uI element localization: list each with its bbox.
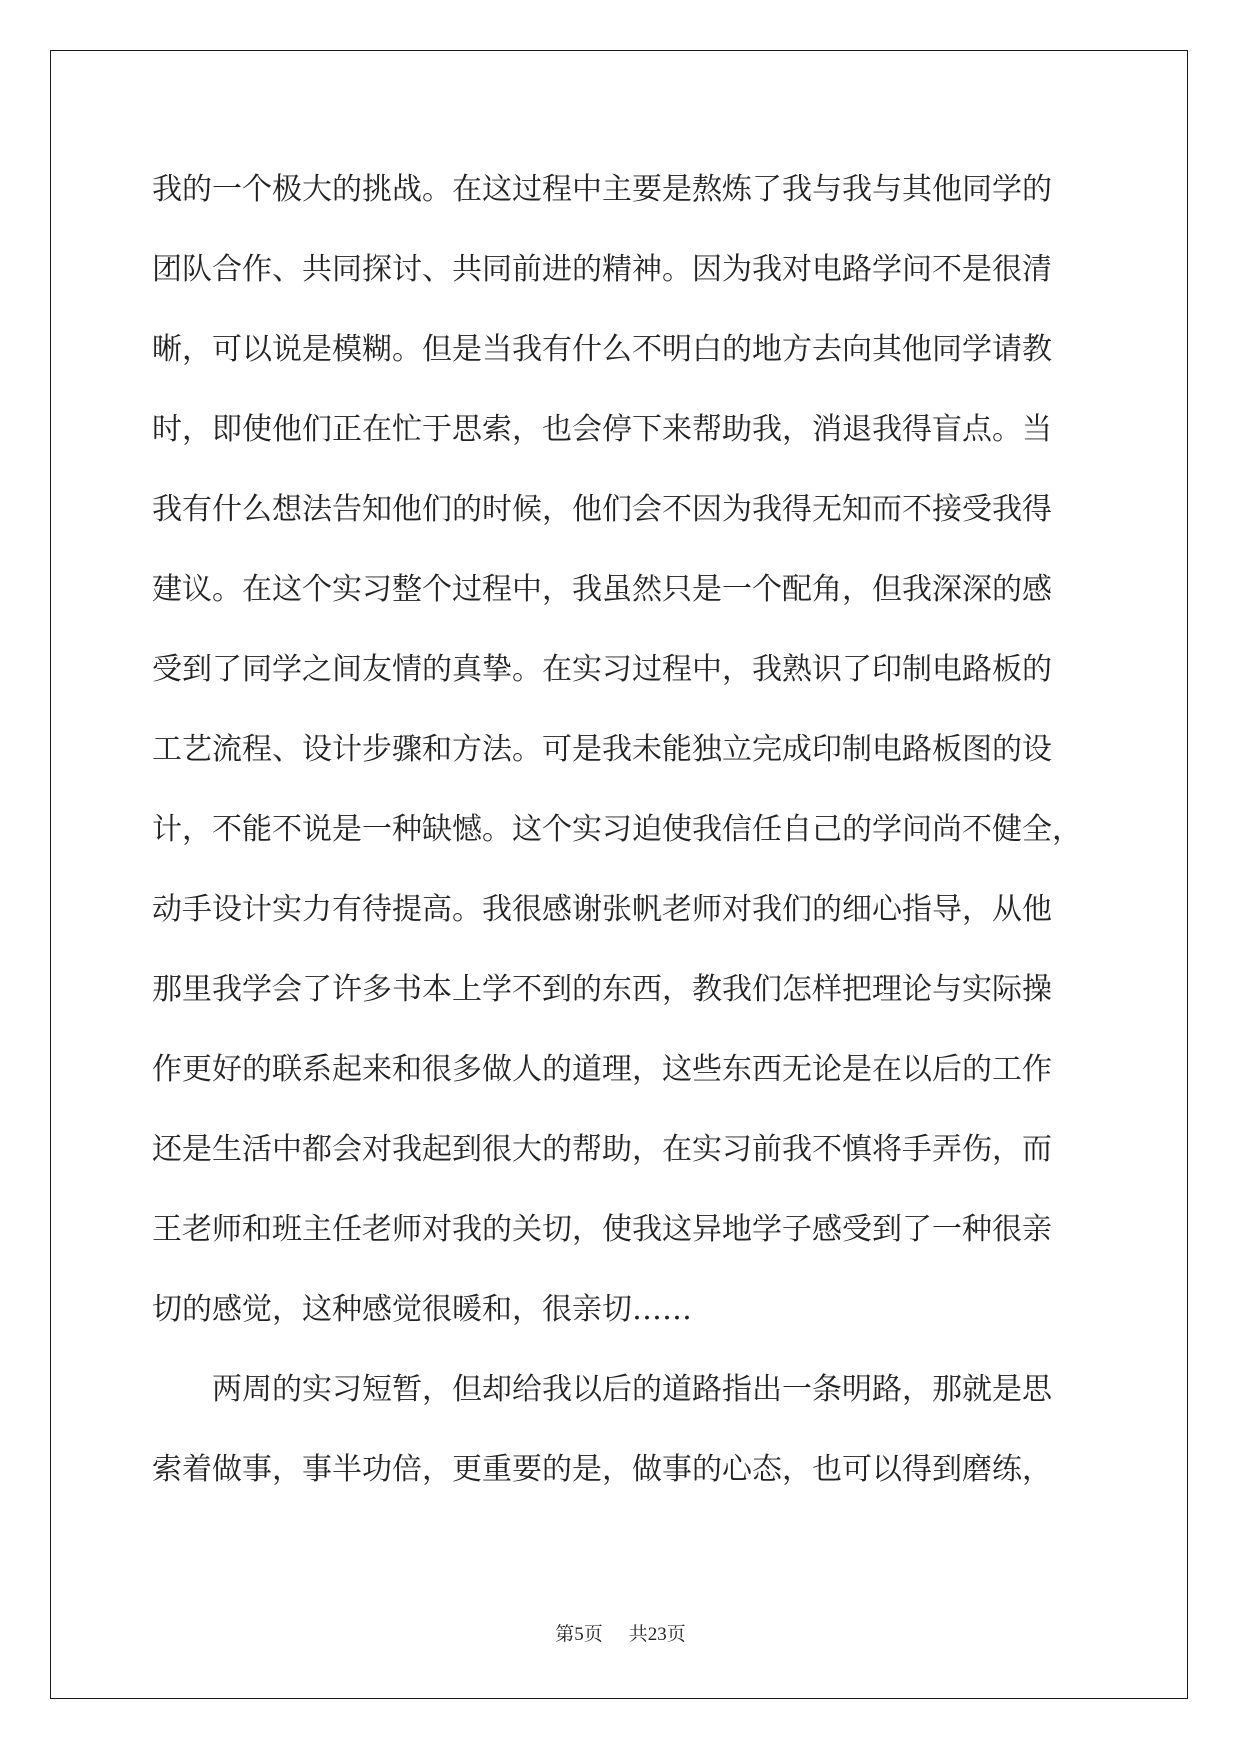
- body-text-line: 那里我学会了许多书本上学不到的东西，教我们怎样把理论与实际操: [152, 972, 1052, 1007]
- page-total: 共23页: [628, 1623, 686, 1645]
- body-text-line: 我的一个极大的挑战。在这过程中主要是熬炼了我与我与其他同学的: [152, 172, 1052, 207]
- body-text-line: 还是生活中都会对我起到很大的帮助，在实习前我不慎将手弄伤，而: [152, 1132, 1052, 1167]
- body-text-line: 工艺流程、设计步骤和方法。可是我未能独立完成印制电路板图的设: [152, 732, 1052, 767]
- body-text-line: 团队合作、共同探讨、共同前进的精神。因为我对电路学问不是很清: [152, 252, 1052, 287]
- body-text-line: 切的感觉，这种感觉很暖和，很亲切……: [152, 1292, 692, 1327]
- page-footer: [0, 1620, 1241, 1644]
- body-text-line: 我有什么想法告知他们的时候，他们会不因为我得无知而不接受我得: [152, 492, 1052, 527]
- body-text-line: 晰，可以说是模糊。但是当我有什么不明白的地方去向其他同学请教: [152, 332, 1052, 367]
- body-text-line: 作更好的联系起来和很多做人的道理，这些东西无论是在以后的工作: [152, 1052, 1052, 1087]
- body-text-line: 计，不能不说是一种缺憾。这个实习迫使我信任自己的学问尚不健全，: [152, 812, 1082, 847]
- body-text-line: 受到了同学之间友情的真挚。在实习过程中，我熟识了印制电路板的: [152, 652, 1052, 687]
- body-text-line: 动手设计实力有待提高。我很感谢张帆老师对我们的细心指导，从他: [152, 892, 1052, 927]
- body-text-line: 建议。在这个实习整个过程中，我虽然只是一个配角，但我深深的感: [152, 572, 1052, 607]
- page-number: 第5页: [555, 1623, 603, 1645]
- paragraph-first-line: 两周的实习短暂，但却给我以后的道路指出一条明路，那就是思: [212, 1372, 1052, 1407]
- body-text-line: 王老师和班主任老师对我的关切，使我这异地学子感受到了一种很亲: [152, 1212, 1052, 1247]
- body-text-line: 索着做事，事半功倍，更重要的是，做事的心态，也可以得到磨练，: [152, 1452, 1052, 1487]
- body-text-line: 时，即使他们正在忙于思索，也会停下来帮助我，消退我得盲点。当: [152, 412, 1052, 447]
